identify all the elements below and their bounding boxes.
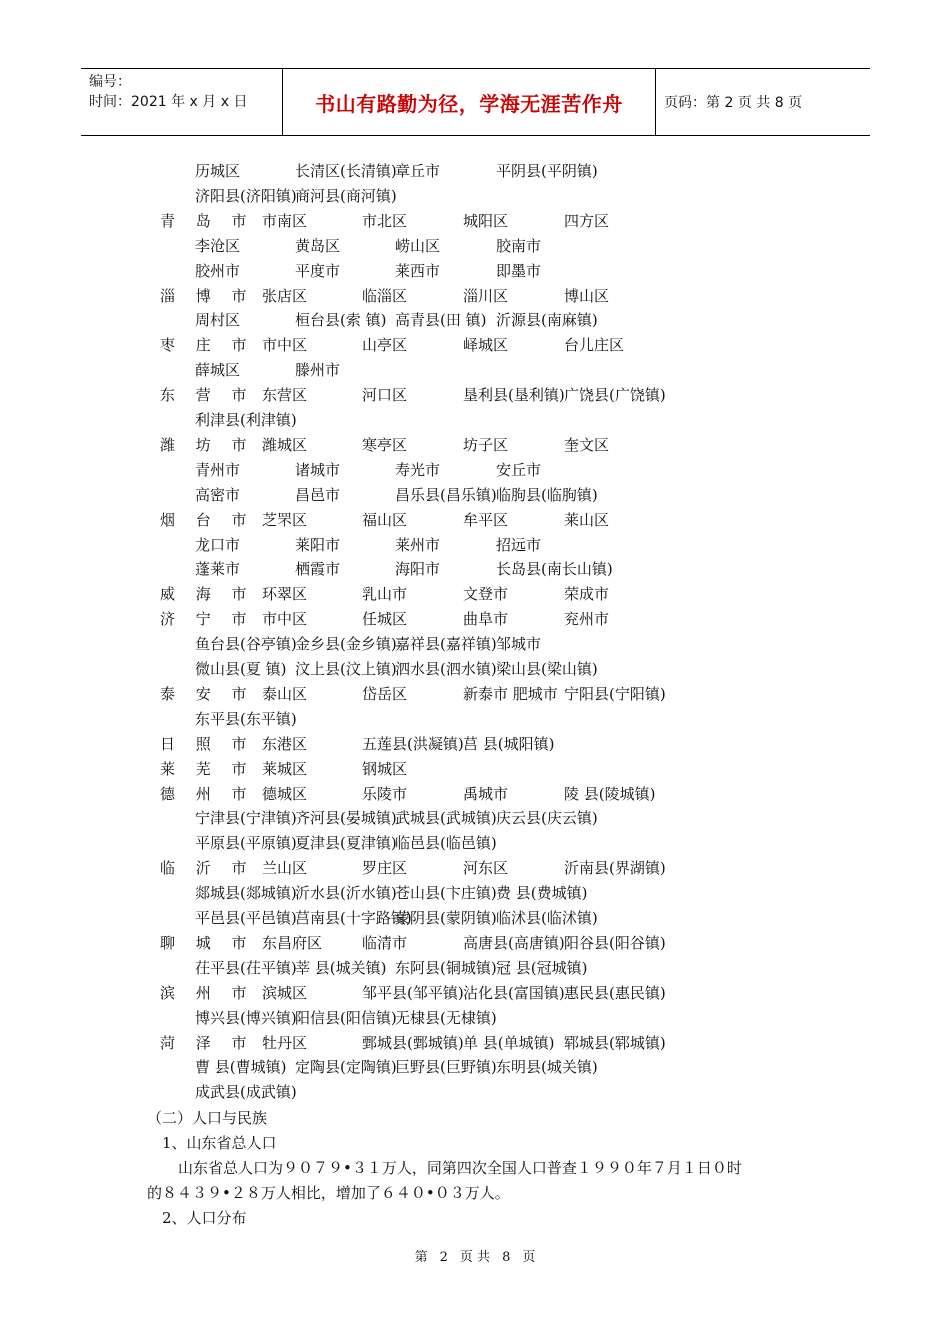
district-name: 东平县(东平镇): [195, 709, 297, 728]
district-name: 淄川区: [463, 286, 509, 305]
region-line: [0, 1055, 950, 1079]
district-name: 蓬莱市: [195, 560, 241, 579]
district-name: 滨城区: [262, 983, 308, 1002]
district-name: 昌乐县(昌乐镇): [395, 485, 497, 504]
district-name: 任城区: [362, 610, 408, 629]
district-name: 黄岛区: [295, 236, 341, 255]
district-name: 兰山区: [262, 859, 308, 878]
district-name: 临沭县(临沭镇): [496, 909, 598, 927]
district-name: 沂水县(沂水镇): [295, 884, 397, 903]
header-motto: 书山有路勤为径，学海无涯苦作舟: [315, 91, 623, 116]
district-name: 昌邑市: [295, 485, 341, 504]
region-line: [0, 682, 950, 706]
district-name: 寒亭区: [362, 435, 408, 454]
district-name: 郓城县(郓城镇): [564, 1033, 666, 1052]
document-date-label: 时间：2021 年 x 月 x 日: [89, 94, 248, 110]
district-name: 广饶县(广饶镇): [564, 386, 666, 405]
district-name: 德城区: [262, 784, 308, 803]
district-name: 鄄城县(鄄城镇): [362, 1033, 464, 1052]
district-name: 莱山区: [564, 510, 610, 529]
district-name: 台儿庄区: [564, 336, 625, 355]
district-name: 沾化县(富国镇): [463, 983, 565, 1002]
region-line: [0, 433, 950, 457]
region-line: [0, 607, 950, 631]
district-name: 章丘市: [395, 162, 441, 180]
district-name: 莱西市: [395, 261, 441, 280]
district-name: 沂源县(南麻镇): [496, 311, 598, 330]
district-name: 龙口市: [195, 535, 241, 554]
city-name: 济 宁 市: [160, 610, 255, 629]
district-name: 崂山区: [395, 236, 441, 255]
district-name: 东昌府区: [262, 933, 323, 952]
district-name: 五莲县(洪凝镇): [362, 734, 464, 753]
district-name: 嘉祥县(嘉祥镇): [395, 635, 497, 654]
region-line: [0, 533, 950, 557]
district-name: 河口区: [362, 386, 408, 405]
district-name: 坊子区: [463, 435, 509, 454]
district-name: 临淄区: [362, 286, 408, 305]
region-line: [0, 358, 950, 382]
district-name: 莱阳市: [295, 535, 341, 554]
city-name: 菏 泽 市: [160, 1033, 255, 1052]
district-name: 李沧区: [195, 236, 241, 255]
district-name: 四方区: [564, 211, 610, 230]
region-line: [0, 881, 950, 905]
region-line: [0, 308, 950, 332]
district-name: 平度市: [295, 261, 341, 280]
city-name: 莱 芜 市: [160, 759, 255, 778]
district-name: 峄城区: [463, 336, 509, 355]
district-name: 泰山区: [262, 684, 308, 703]
region-line: [0, 259, 950, 283]
city-name: 日 照 市: [160, 734, 255, 753]
region-line: [0, 234, 950, 258]
district-name: 乐陵市: [362, 784, 408, 803]
district-name: 临邑县(临邑镇): [395, 834, 497, 853]
district-name: 无棣县(无棣镇): [395, 1008, 497, 1027]
region-line: [0, 383, 950, 407]
district-name: 阳信县(阳信镇): [295, 1008, 397, 1027]
district-name: 栖霞市: [295, 560, 341, 579]
district-name: 河东区: [463, 859, 509, 878]
district-name: 微山县(夏 镇): [195, 660, 287, 678]
region-line: [0, 732, 950, 756]
district-name: 海阳市: [395, 560, 441, 579]
district-name: 罗庄区: [362, 859, 408, 878]
district-name: 邹城市: [496, 635, 542, 654]
district-name: 宁津县(宁津镇): [195, 809, 297, 828]
district-name: 即墨市: [496, 261, 542, 280]
district-name: 济阳县(济阳镇): [195, 186, 297, 205]
district-name: 冠 县(冠城镇): [496, 958, 588, 977]
region-line: [0, 981, 950, 1005]
district-name: 高青县(田 镇): [395, 311, 487, 330]
district-name: 金乡县(金乡镇): [295, 635, 397, 654]
city-name: 青 岛 市: [160, 211, 255, 230]
district-name: 城阳区: [463, 211, 509, 230]
subsection-population-distribution: 2、人口分布: [162, 1209, 247, 1227]
city-name: 东 营 市: [160, 386, 255, 405]
region-line: [0, 956, 950, 980]
district-name: 汶上县(汶上镇): [295, 660, 397, 678]
section-heading: （二）人口与民族: [147, 1109, 268, 1127]
district-name: 曹 县(曹城镇): [195, 1058, 287, 1077]
region-line: [0, 1031, 950, 1055]
region-line: [0, 906, 950, 930]
district-name: 荣成市: [564, 585, 610, 604]
footer-page-number: 2: [439, 1250, 448, 1265]
district-name: 薛城区: [195, 361, 241, 380]
document-number-label: 编号：: [89, 74, 131, 90]
region-line: [0, 1006, 950, 1030]
district-name: 东阿县(铜城镇): [395, 958, 497, 977]
region-line: [0, 284, 950, 308]
footer-middle: 页 共: [459, 1250, 491, 1265]
city-name: 滨 州 市: [160, 983, 255, 1002]
district-name: 成武县(成武镇): [195, 1083, 297, 1102]
district-name: 曲阜市: [463, 610, 509, 629]
region-line: [0, 184, 950, 208]
district-name: 历城区: [195, 162, 241, 180]
header-motto-cell: [283, 69, 656, 135]
city-name: 聊 城 市: [160, 933, 255, 952]
district-name: 商河县(商河镇): [295, 186, 397, 205]
district-name: 文登市: [463, 585, 509, 604]
header-page-label: 页码：第 2 页 共 8 页: [664, 95, 803, 111]
district-name: 滕州市: [295, 361, 341, 380]
district-name: 乳山市: [362, 585, 408, 604]
district-name: 阳谷县(阳谷镇): [564, 933, 666, 952]
city-name: 泰 安 市: [160, 684, 255, 703]
page-footer: [0, 1246, 950, 1265]
region-line: [0, 757, 950, 781]
district-name: 蒙阴县(蒙阴镇): [395, 909, 497, 927]
footer-prefix: 第: [414, 1250, 428, 1265]
city-name: 德 州 市: [160, 784, 255, 803]
city-name: 潍 坊 市: [160, 435, 255, 454]
district-name: 莱城区: [262, 759, 308, 778]
district-name: 东营区: [262, 386, 308, 405]
district-name: 长清区(长清镇): [295, 162, 397, 180]
district-name: 惠民县(惠民镇): [564, 983, 666, 1002]
region-line: [0, 707, 950, 731]
district-name: 莒 县(城阳镇): [463, 734, 555, 753]
region-line: [0, 1080, 950, 1104]
district-name: 潍城区: [262, 435, 308, 454]
city-name: 威 海 市: [160, 585, 255, 604]
district-name: 单 县(单城镇): [463, 1033, 555, 1052]
district-name: 山亭区: [362, 336, 408, 355]
district-name: 博山区: [564, 286, 610, 305]
district-name: 梁山县(梁山镇): [496, 660, 598, 678]
district-name: 莱州市: [395, 535, 441, 554]
district-name: 新泰市 肥城市: [463, 684, 558, 703]
district-name: 庆云县(庆云镇): [496, 809, 598, 828]
district-name: 平原县(平原镇): [195, 834, 297, 853]
district-name: 长岛县(南长山镇): [496, 560, 613, 579]
district-name: 高密市: [195, 485, 241, 504]
city-name: 烟 台 市: [160, 510, 255, 529]
region-line: [0, 806, 950, 830]
district-name: 泗水县(泗水镇): [395, 660, 497, 678]
district-name: 苍山县(卞庄镇): [395, 884, 497, 903]
region-line: [0, 333, 950, 357]
footer-suffix: 页: [522, 1250, 536, 1265]
district-name: 郯城县(郯城镇): [195, 884, 297, 903]
region-line: [0, 856, 950, 880]
population-paragraph-line-2: 的８４３９•２８万人相比，增加了６４０•０３万人。: [147, 1184, 510, 1202]
footer-page-total: 8: [502, 1250, 511, 1265]
district-name: 胶州市: [195, 261, 241, 280]
region-line: [0, 483, 950, 507]
district-name: 巨野县(巨野镇): [395, 1058, 497, 1077]
region-line: [0, 582, 950, 606]
district-name: 陵 县(陵城镇): [564, 784, 656, 803]
district-name: 牟平区: [463, 510, 509, 529]
district-name: 利津县(利津镇): [195, 411, 297, 429]
district-name: 兖州市: [564, 610, 610, 629]
region-line: [0, 209, 950, 233]
district-name: 东明县(城关镇): [496, 1058, 598, 1077]
header-info-cell: [81, 69, 283, 135]
city-name: 淄 博 市: [160, 286, 255, 305]
region-line: [0, 159, 950, 183]
region-line: [0, 782, 950, 806]
district-name: 东港区: [262, 734, 308, 753]
district-name: 市中区: [262, 336, 308, 355]
region-line: [0, 508, 950, 532]
district-name: 垦利县(垦利镇): [463, 386, 565, 405]
district-name: 临朐县(临朐镇): [496, 485, 598, 504]
district-name: 诸城市: [295, 460, 341, 479]
page-header: [81, 68, 870, 136]
district-name: 钢城区: [362, 759, 408, 778]
district-name: 桓台县(索 镇): [295, 311, 387, 330]
district-name: 齐河县(晏城镇): [295, 809, 397, 828]
district-name: 武城县(武城镇): [395, 809, 497, 828]
city-name: 枣 庄 市: [160, 336, 255, 355]
region-line: [0, 557, 950, 581]
region-line: [0, 408, 950, 432]
district-name: 莘 县(城关镇): [295, 958, 387, 977]
population-paragraph-line-1: 山东省总人口为９０７９•３１万人，同第四次全国人口普查１９９０年７月１日０时: [178, 1159, 742, 1177]
district-name: 平阴县(平阴镇): [496, 162, 598, 180]
district-name: 市南区: [262, 211, 308, 230]
district-name: 环翠区: [262, 585, 308, 604]
subsection-total-population: 1、山东省总人口: [162, 1134, 277, 1152]
city-name: 临 沂 市: [160, 859, 255, 878]
district-name: 牡丹区: [262, 1033, 308, 1052]
district-name: 青州市: [195, 460, 241, 479]
district-name: 岱岳区: [362, 684, 408, 703]
district-name: 周村区: [195, 311, 241, 330]
district-name: 高唐县(高唐镇): [463, 933, 565, 952]
region-line: [0, 831, 950, 855]
district-name: 福山区: [362, 510, 408, 529]
district-name: 奎文区: [564, 435, 610, 454]
region-line: [0, 931, 950, 955]
district-name: 市中区: [262, 610, 308, 629]
district-name: 市北区: [362, 211, 408, 230]
district-name: 禹城市: [463, 784, 509, 803]
district-name: 鱼台县(谷亭镇): [195, 635, 297, 654]
region-line: [0, 632, 950, 656]
district-name: 邹平县(邹平镇): [362, 983, 464, 1002]
district-name: 博兴县(博兴镇): [195, 1008, 297, 1027]
district-name: 招远市: [496, 535, 542, 554]
district-name: 沂南县(界湖镇): [564, 859, 666, 878]
region-line: [0, 657, 950, 681]
district-name: 定陶县(定陶镇): [295, 1058, 397, 1077]
district-name: 张店区: [262, 286, 308, 305]
region-line: [0, 458, 950, 482]
district-name: 宁阳县(宁阳镇): [564, 684, 666, 703]
district-name: 临清市: [362, 933, 408, 952]
district-name: 莒南县(十字路镇): [295, 909, 412, 927]
district-name: 寿光市: [395, 460, 441, 479]
district-name: 平邑县(平邑镇): [195, 909, 297, 927]
district-name: 胶南市: [496, 236, 542, 255]
district-name: 茌平县(茌平镇): [195, 958, 297, 977]
district-name: 费 县(费城镇): [496, 884, 588, 903]
header-page-cell: [656, 69, 870, 135]
district-name: 夏津县(夏津镇): [295, 834, 397, 853]
district-name: 安丘市: [496, 460, 542, 479]
district-name: 芝罘区: [262, 510, 308, 529]
